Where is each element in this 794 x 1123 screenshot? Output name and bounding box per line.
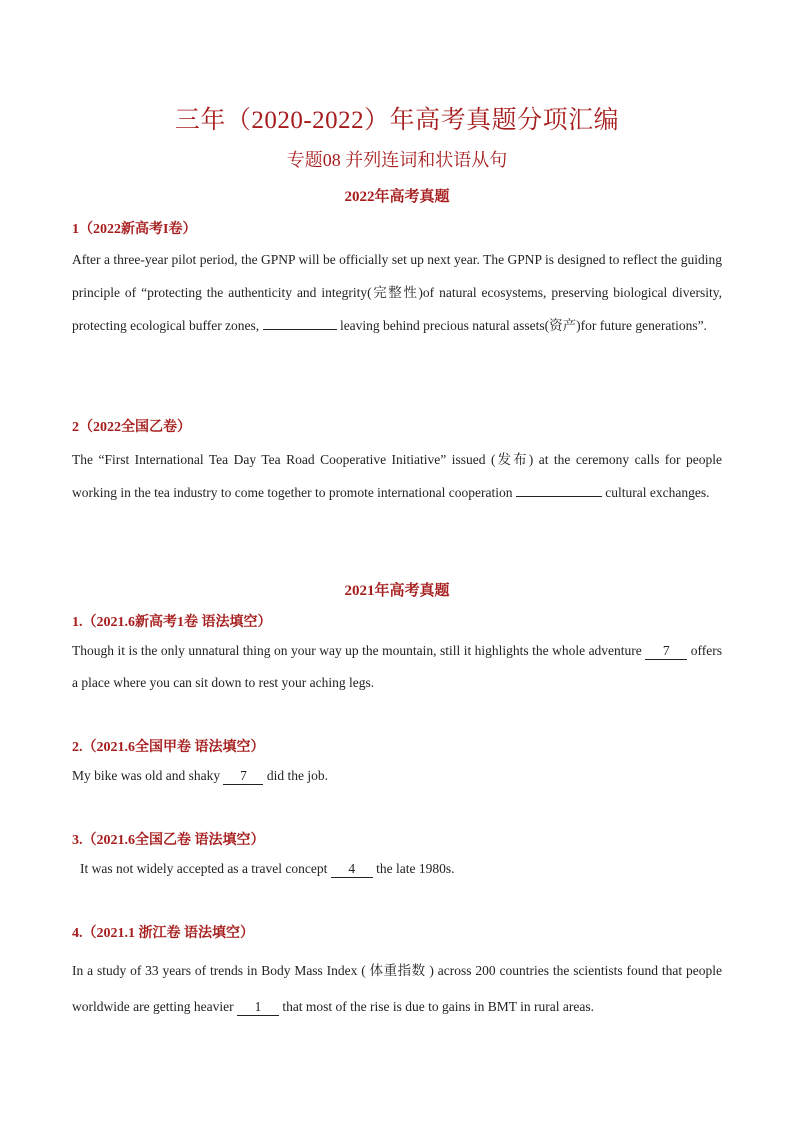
question-text-after: leaving behind precious natural assets(资产)for future generations”. [336,318,707,333]
question-text-before: In a study of 33 years of trends in Body Mass Index ( 体重指数 ) across 200 countries the scientists found that people worldwide are getting heavier [72,963,722,1014]
answer-blank: 4 [331,861,373,878]
section-heading-2021: 2021年高考真题 [344,583,450,599]
question-text [72,635,722,699]
answer-blank [516,496,602,497]
question-text-before: The “First International Tea Day Tea Road Cooperative Initiative” issued (发布) at the ceremony calls for people working in the tea industry to come together to promote international cooperation [72,452,722,500]
question-label: 1.（2021.6新高考1卷 语法填空） [72,615,272,630]
answer-blank [263,329,337,330]
question-label: 2.（2021.6全国甲卷 语法填空） [72,740,265,755]
answer-blank: 1 [237,999,279,1016]
document-title: 三年（2020-2022）年高考真题分项汇编 [174,107,620,134]
question-text-before: After a three-year pilot period, the GPNP will be officially set up next year. The GPNP is designed to reflect the guiding principle of “protecting the authenticity and integrity(完整性)of natural ecosystems, preserving biological diversity, protecting ecological buffer zones, [72,252,722,333]
question-text [72,953,722,1025]
question-text [72,243,722,342]
question-text-after: offers a place where you can sit down to rest your aching legs. [72,643,722,690]
question-text-before: Though it is the only unnatural thing on your way up the mountain, still it highlights the whole adventure [72,643,646,658]
question-text-before: It was not widely accepted as a travel concept [80,861,331,876]
question-text-before: My bike was old and shaky [72,768,224,783]
question-text [72,443,722,509]
question-label: 4.（2021.1 浙江卷 语法填空） [72,926,254,941]
question-text [72,766,722,786]
question-text [80,859,730,879]
question-label: 2（2022全国乙卷） [72,420,191,435]
question-text-after: that most of the rise is due to gains in BMT in rural areas. [278,999,595,1014]
question-label: 1（2022新高考I卷） [72,222,197,237]
document-subtitle: 专题08 并列连词和状语从句 [286,150,508,170]
answer-blank: 7 [645,643,687,660]
section-heading-2022: 2022年高考真题 [344,189,450,205]
question-text-after: did the job. [263,768,328,783]
question-text-after: the late 1980s. [372,861,455,876]
question-label: 3.（2021.6全国乙卷 语法填空） [72,833,265,848]
answer-blank: 7 [223,768,263,785]
question-text-after: cultural exchanges. [601,485,710,500]
